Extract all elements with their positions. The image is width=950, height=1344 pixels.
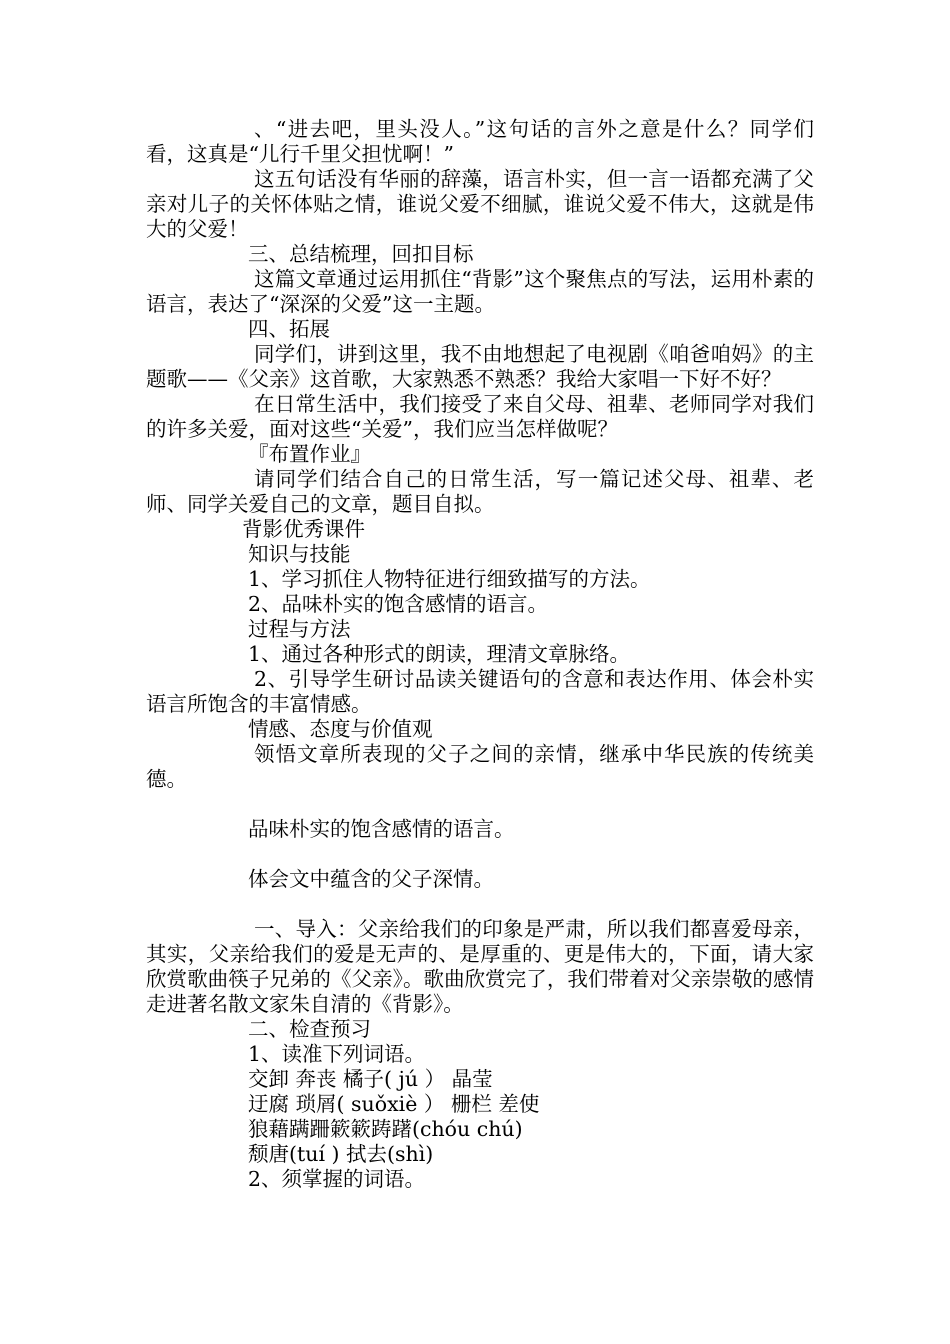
heading-knowledge: 知识与技能 [248,542,351,566]
list-item-process-1: 1、通过各种形式的朗读，理清文章脉络。 [248,642,631,666]
vocab-line-3: 迂腐 琐屑( suǒxiè ） 栅栏 差使 [248,1092,540,1116]
vocab-line-2: 交卸 奔丧 橘子( jú ） 晶莹 [248,1067,493,1091]
heading-homework: 『布置作业』 [248,442,371,466]
heading-process: 过程与方法 [248,617,351,641]
text-difficulty: 体会文中蕴含的父子深情。 [248,867,494,891]
heading-emotion: 情感、态度与价值观 [248,717,433,741]
paragraph-emotion: 领悟文章所表现的父子之间的亲情，继承中华民族的传统美德。 [146,742,814,791]
list-item-knowledge-1: 1、学习抓住人物特征进行细致描写的方法。 [248,567,651,591]
vocab-line-4: 狼藉蹒跚簌簌踌躇(chóu chú) [248,1117,523,1141]
paragraph-homework: 请同学们结合自己的日常生活，写一篇记述父母、祖辈、老师、同学关爱自己的文章，题目自拟。 [146,467,814,516]
vocab-line-1: 1、读准下列词语。 [248,1042,426,1066]
list-item-knowledge-2: 2、品味朴实的饱含感情的语言。 [248,592,549,616]
vocab-line-6: 2、须掌握的词语。 [248,1167,426,1191]
list-item-process-2: 2、引导学生研讨品读关键语句的含意和表达作用、体会朴实语言所饱含的丰富情感。 [146,667,814,716]
text-focus: 品味朴实的饱含感情的语言。 [248,817,515,841]
paragraph-theme: 这篇文章通过运用抓住“背影”这个聚焦点的写法，运用朴素的语言，表达了“深深的父爱”这一主题。 [146,267,814,316]
heading-courseware-title: 背影优秀课件 [242,517,365,541]
heading-extend: 四、拓展 [248,317,330,341]
vocab-line-5: 颓唐(tuí ) 拭去(shì) [248,1142,434,1166]
document-body [146,117,814,1192]
paragraph-introduction: 一、导入：父亲给我们的印象是严肃，所以我们都喜爱母亲，其实，父亲给我们的爱是无声的、是厚重的、更是伟大的，下面，请大家欣赏歌曲筷子兄弟的《父亲》。歌曲欣赏完了，我们带着对父亲崇敬的感情走进著名散文家朱自清的《背影》。 [146,917,814,1016]
paragraph-quote: 、“进去吧，里头没人。”这句话的言外之意是什么？同学们看，这真是“儿行千里父担忧啊！” [146,117,814,166]
heading-summary: 三、总结梳理，回扣目标 [248,242,474,266]
heading-preview: 二、检查预习 [248,1017,371,1041]
paragraph-song: 同学们，讲到这里，我不由地想起了电视剧《咱爸咱妈》的主题歌——《父亲》这首歌，大家熟悉不熟悉？我给大家唱一下好不好？ [146,342,814,391]
paragraph-fatherly-love: 这五句话没有华丽的辞藻，语言朴实，但一言一语都充满了父亲对儿子的关怀体贴之情，谁说父爱不细腻，谁说父爱不伟大，这就是伟大的父爱！ [146,167,814,241]
paragraph-daily-life: 在日常生活中，我们接受了来自父母、祖辈、老师同学对我们的许多关爱，面对这些“关爱”，我们应当怎样做呢？ [146,392,814,441]
